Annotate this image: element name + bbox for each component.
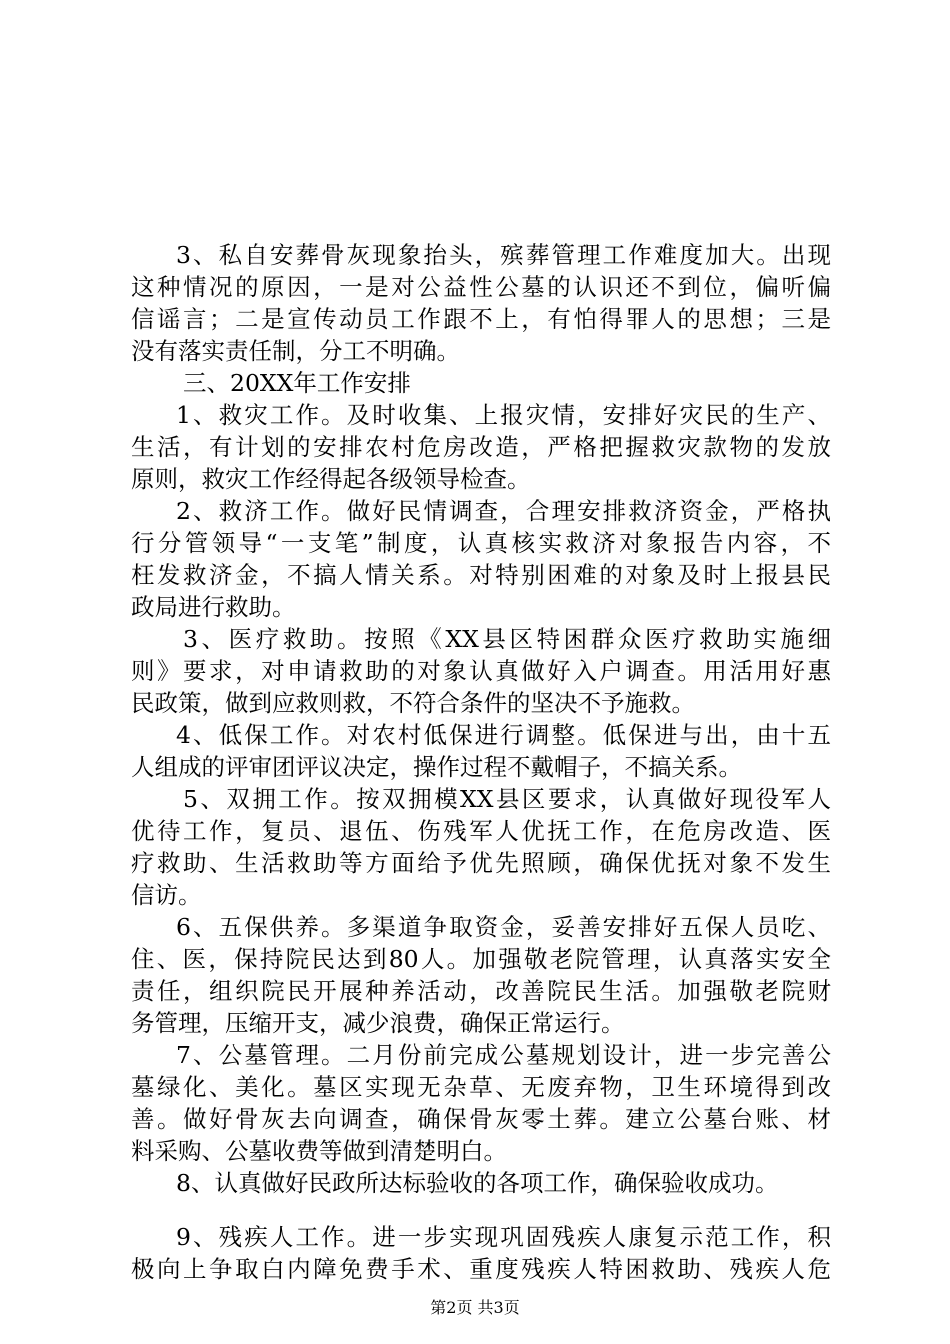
paragraph-line: 5、双拥工作。按双拥模XX县区要求，认真做好现役军人 bbox=[183, 785, 831, 813]
paragraph-line: 政局进行救助。 bbox=[131, 593, 296, 621]
paragraph-line: 住、医，保持院民达到80人。加强敬老院管理，认真落实安全 bbox=[131, 945, 831, 973]
paragraph-line: 3、医疗救助。按照《XX县区特困群众医疗救助实施细 bbox=[183, 625, 831, 653]
paragraph-line: 9、残疾人工作。进一步实现巩固残疾人康复示范工作，积 bbox=[176, 1223, 831, 1251]
paragraph-line: 极向上争取白内障免费手术、重度残疾人特困救助、残疾人危 bbox=[131, 1255, 831, 1283]
paragraph-line: 7、公墓管理。二月份前完成公墓规划设计，进一步完善公 bbox=[176, 1041, 831, 1069]
page-number-footer: 第2页 共3页 bbox=[430, 1298, 520, 1317]
paragraph-line: 墓绿化、美化。墓区实现无杂草、无废弃物，卫生环境得到改 bbox=[131, 1073, 831, 1101]
paragraph-line: 没有落实责任制，分工不明确。 bbox=[131, 337, 460, 365]
paragraph-line: 这种情况的原因，一是对公益性公墓的认识还不到位，偏听偏 bbox=[131, 273, 831, 301]
paragraph-line: 料采购、公墓收费等做到清楚明白。 bbox=[131, 1137, 507, 1165]
paragraph-line: 民政策，做到应救则救，不符合条件的坚决不予施救。 bbox=[131, 689, 695, 717]
paragraph-line: 责任，组织院民开展种养活动，改善院民生活。加强敬老院财 bbox=[131, 977, 831, 1005]
paragraph-line: 2、救济工作。做好民情调查，合理安排救济资金，严格执 bbox=[176, 497, 831, 525]
section-heading: 三、20XX年工作安排 bbox=[183, 369, 411, 397]
paragraph-line: 原则，救灾工作经得起各级领导检查。 bbox=[131, 465, 531, 493]
paragraph-line: 信访。 bbox=[131, 881, 202, 909]
paragraph-line: 务管理，压缩开支，减少浪费，确保正常运行。 bbox=[131, 1009, 625, 1037]
paragraph-line: 6、五保供养。多渠道争取资金，妥善安排好五保人员吃、 bbox=[176, 913, 831, 941]
paragraph-line: 善。做好骨灰去向调查，确保骨灰零土葬。建立公墓台账、材 bbox=[131, 1105, 831, 1133]
paragraph-line: 行分管领导“一支笔”制度，认真核实救济对象报告内容，不 bbox=[131, 529, 831, 557]
paragraph-line: 生活，有计划的安排农村危房改造，严格把握救灾款物的发放 bbox=[131, 433, 831, 461]
paragraph-line: 1、救灾工作。及时收集、上报灾情，安排好灾民的生产、 bbox=[176, 401, 831, 429]
paragraph-line: 枉发救济金，不搞人情关系。对特别困难的对象及时上报县民 bbox=[131, 561, 831, 589]
paragraph-line: 3、私自安葬骨灰现象抬头，殡葬管理工作难度加大。出现 bbox=[176, 241, 831, 269]
paragraph-line: 人组成的评审团评议决定，操作过程不戴帽子，不搞关系。 bbox=[131, 753, 742, 781]
paragraph-line: 4、低保工作。对农村低保进行调整。低保进与出，由十五 bbox=[176, 721, 831, 749]
paragraph-line: 信谣言；二是宣传动员工作跟不上，有怕得罪人的思想；三是 bbox=[131, 305, 831, 333]
paragraph-line: 疗救助、生活救助等方面给予优先照顾，确保优抚对象不发生 bbox=[131, 849, 831, 877]
paragraph-line: 则》要求，对申请救助的对象认真做好入户调查。用活用好惠 bbox=[131, 657, 831, 685]
paragraph-line: 优待工作，复员、退伍、伤残军人优抚工作，在危房改造、医 bbox=[131, 817, 831, 845]
paragraph-line: 8、认真做好民政所达标验收的各项工作，确保验收成功。 bbox=[176, 1169, 779, 1197]
